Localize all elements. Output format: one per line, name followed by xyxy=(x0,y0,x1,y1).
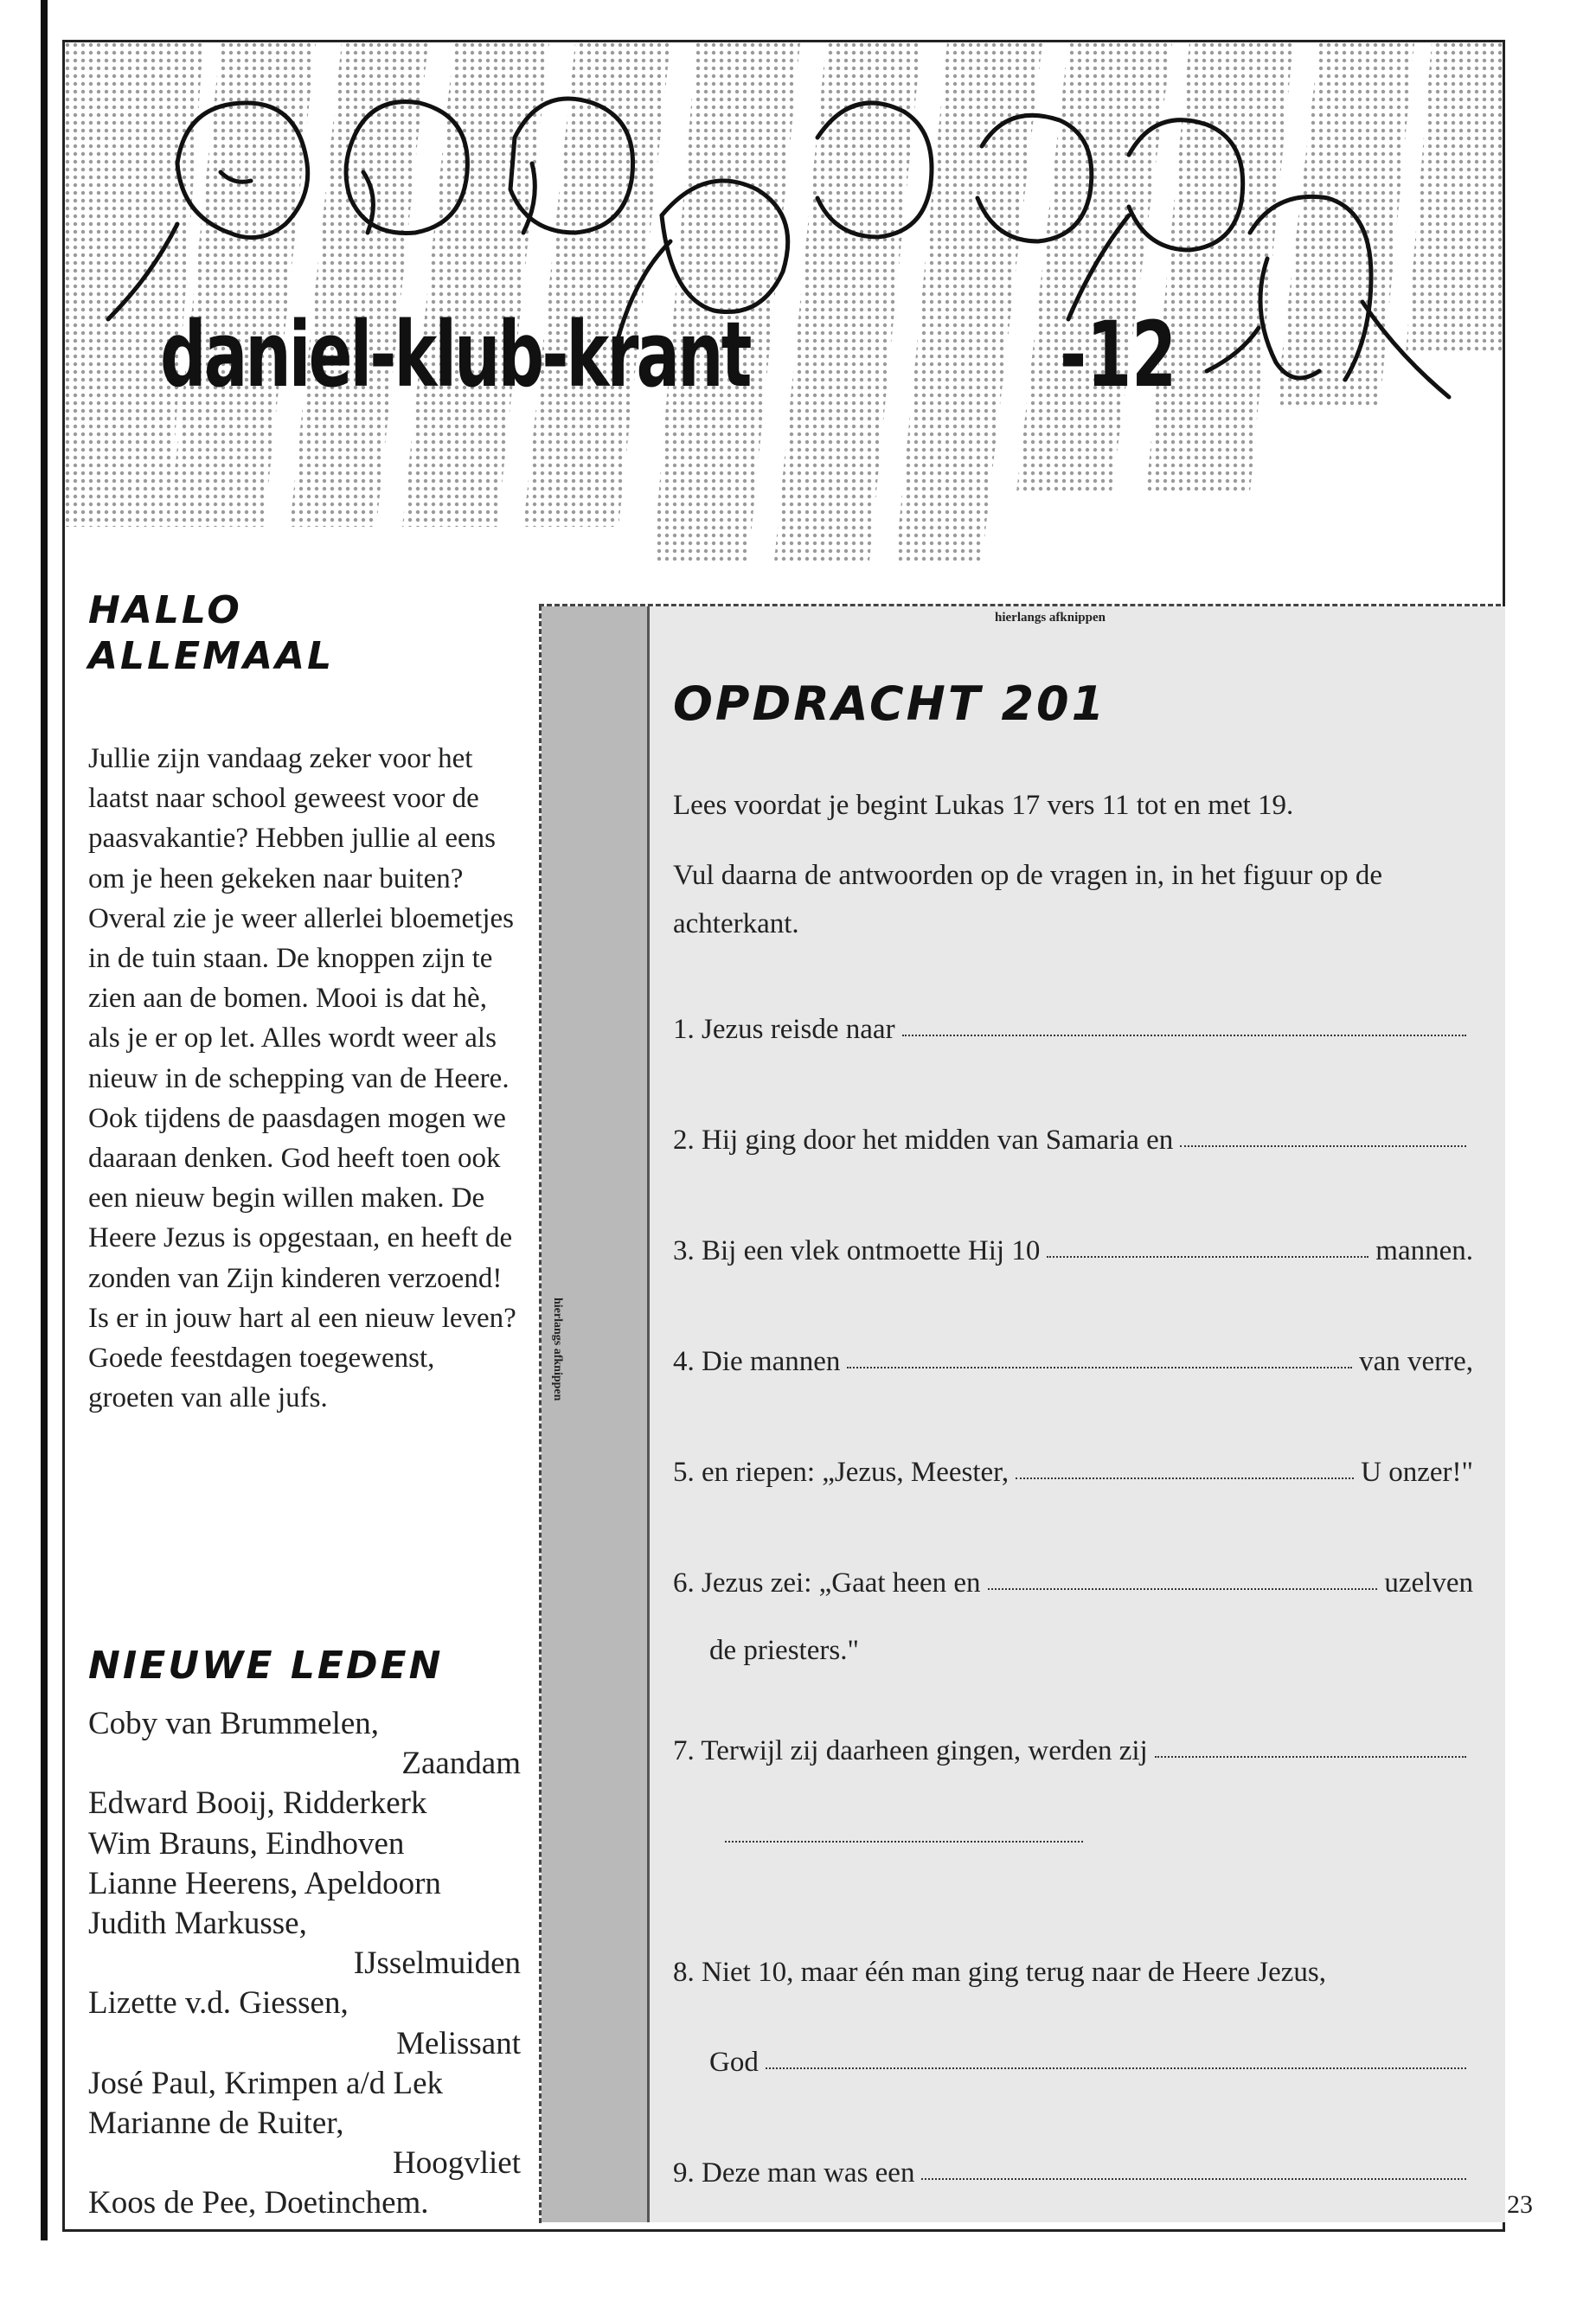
cut-line-horizontal xyxy=(539,604,1501,606)
new-members-list xyxy=(88,1704,521,2224)
question-4 xyxy=(673,1346,1473,1378)
question-8-prefix: God xyxy=(709,2047,759,2078)
question-3-suffix: mannen. xyxy=(1375,1235,1473,1266)
question-3 xyxy=(673,1235,1473,1267)
question-5 xyxy=(673,1457,1473,1489)
question-3-text: 3. Bij een vlek ontmoette Hij 10 xyxy=(673,1235,1041,1266)
answer-blank-7b[interactable] xyxy=(725,1841,1083,1843)
member-name: Wim Brauns, Eindhoven xyxy=(88,1825,405,1862)
greeting-line-1: HALLO xyxy=(88,588,242,632)
instruction-2: Vul daarna de antwoorden op de vragen in, in het figuur op de achterkant. xyxy=(673,860,1383,939)
member-name: Judith Markusse, xyxy=(88,1906,307,1942)
question-9-text: 9. Deze man was een xyxy=(673,2157,915,2189)
question-2-text: 2. Hij ging door het midden van Samaria en xyxy=(673,1125,1174,1156)
question-5-text: 5. en riepen: „Jezus, Meester, xyxy=(673,1457,1010,1488)
answer-blank-2[interactable] xyxy=(1180,1145,1466,1147)
question-8-line-2 xyxy=(709,2047,1473,2079)
list-item xyxy=(88,2104,521,2183)
member-name: Coby van Brummelen, xyxy=(88,1706,380,1741)
instruction-1: Lees voordat je begint Lukas 17 vers 11 tot en met 19. xyxy=(673,790,1294,821)
page-number: 23 xyxy=(1507,2190,1533,2219)
member-name: Lizette v.d. Giessen, xyxy=(88,1985,349,2022)
question-1-text: 1. Jezus reisde naar xyxy=(673,1014,895,1045)
member-name: Koos de Pee, Doetinchem. xyxy=(88,2185,429,2221)
list-item xyxy=(88,2064,521,2104)
question-7-line-2 xyxy=(718,1843,1090,1844)
masthead xyxy=(65,42,1503,579)
answer-blank-1[interactable] xyxy=(902,1035,1466,1036)
answer-blank-6[interactable] xyxy=(988,1588,1378,1590)
list-item xyxy=(88,1984,521,2063)
cut-label-vertical: hierlangs afknippen xyxy=(551,1298,564,1401)
question-6 xyxy=(673,1567,1473,1599)
member-name: Lianne Heerens, Apeldoorn xyxy=(88,1865,441,1901)
cut-line-vertical xyxy=(539,606,542,2223)
cut-label-top: hierlangs afknippen xyxy=(995,611,1106,625)
list-item xyxy=(88,1704,521,1784)
answer-blank-5[interactable] xyxy=(1016,1477,1354,1479)
question-8 xyxy=(673,1957,1473,1989)
question-4-text: 4. Die mannen xyxy=(673,1346,841,1377)
intro-paragraph: Jullie zijn vandaag zeker voor het laatst naar school geweest voor de paasvakantie? Hebben jullie al eens om je heen gekeken naar buiten? Overal zie je weer allerlei bloemetjes in de tuin staan. De knoppen zijn te zien aan de bomen. Mooi is dat hè, als je er op let. Alles wordt weer als nieuw in de schepping van de Heere. Ook tijdens de paasdagen mogen we daaraan denken. God heeft toen ook een nieuw begin willen maken. De Heere Jezus is opgestaan, en heeft de zonden van Zijn kinderen verzoend! Is er in jouw hart al een nieuw leven? Goede feestdagen toegewenst, groeten van alle jufs. xyxy=(88,743,516,1414)
member-place: Hoogvliet xyxy=(393,2145,521,2182)
question-6-suffix: uzelven xyxy=(1384,1567,1473,1599)
question-4-suffix: van verre, xyxy=(1359,1346,1473,1377)
member-name: Edward Booij, Ridderkerk xyxy=(88,1785,427,1822)
member-name: Marianne de Ruiter, xyxy=(88,2106,344,2142)
members-heading: NIEUWE LEDEN xyxy=(88,1644,444,1688)
answer-blank-7a[interactable] xyxy=(1155,1756,1466,1758)
answer-blank-8[interactable] xyxy=(766,2067,1466,2069)
member-place: IJsselmuiden xyxy=(353,1945,521,1982)
list-item xyxy=(88,1904,521,1984)
question-2 xyxy=(673,1125,1473,1157)
question-9 xyxy=(673,2157,1473,2189)
question-1 xyxy=(673,1014,1473,1046)
member-name: José Paul, Krimpen a/d Lek xyxy=(88,2065,443,2101)
list-item xyxy=(88,1784,521,1823)
assignment-title: OPDRACHT 201 xyxy=(673,676,1107,731)
list-item xyxy=(88,2183,521,2223)
greeting-line-2: ALLEMAAL xyxy=(88,633,335,678)
member-place: Melissant xyxy=(396,2025,521,2061)
list-item xyxy=(88,1864,521,1904)
question-7-text: 7. Terwijl zij daarheen gingen, werden zij xyxy=(673,1735,1148,1766)
member-place: Zaandam xyxy=(401,1746,521,1782)
issue-number: -12 xyxy=(1060,302,1177,407)
page-edge-rule xyxy=(41,0,48,2240)
question-7 xyxy=(673,1735,1473,1767)
answer-blank-3[interactable] xyxy=(1047,1256,1368,1258)
list-item xyxy=(88,1824,521,1864)
newsletter-title: daniel-klub-krant xyxy=(160,302,750,407)
answer-blank-4[interactable] xyxy=(847,1367,1352,1368)
intro-text-block xyxy=(88,739,521,1418)
members-heading-block xyxy=(88,1644,443,1689)
answer-blank-9[interactable] xyxy=(921,2178,1466,2180)
question-8-text: 8. Niet 10, maar één man ging terug naar de Heere Jezus, xyxy=(673,1957,1327,1988)
greeting-heading xyxy=(88,588,334,680)
question-5-suffix: U onzer!" xyxy=(1361,1457,1473,1488)
question-6-text: 6. Jezus zei: „Gaat heen en xyxy=(673,1567,981,1599)
question-6-continuation: de priesters." xyxy=(709,1635,859,1666)
